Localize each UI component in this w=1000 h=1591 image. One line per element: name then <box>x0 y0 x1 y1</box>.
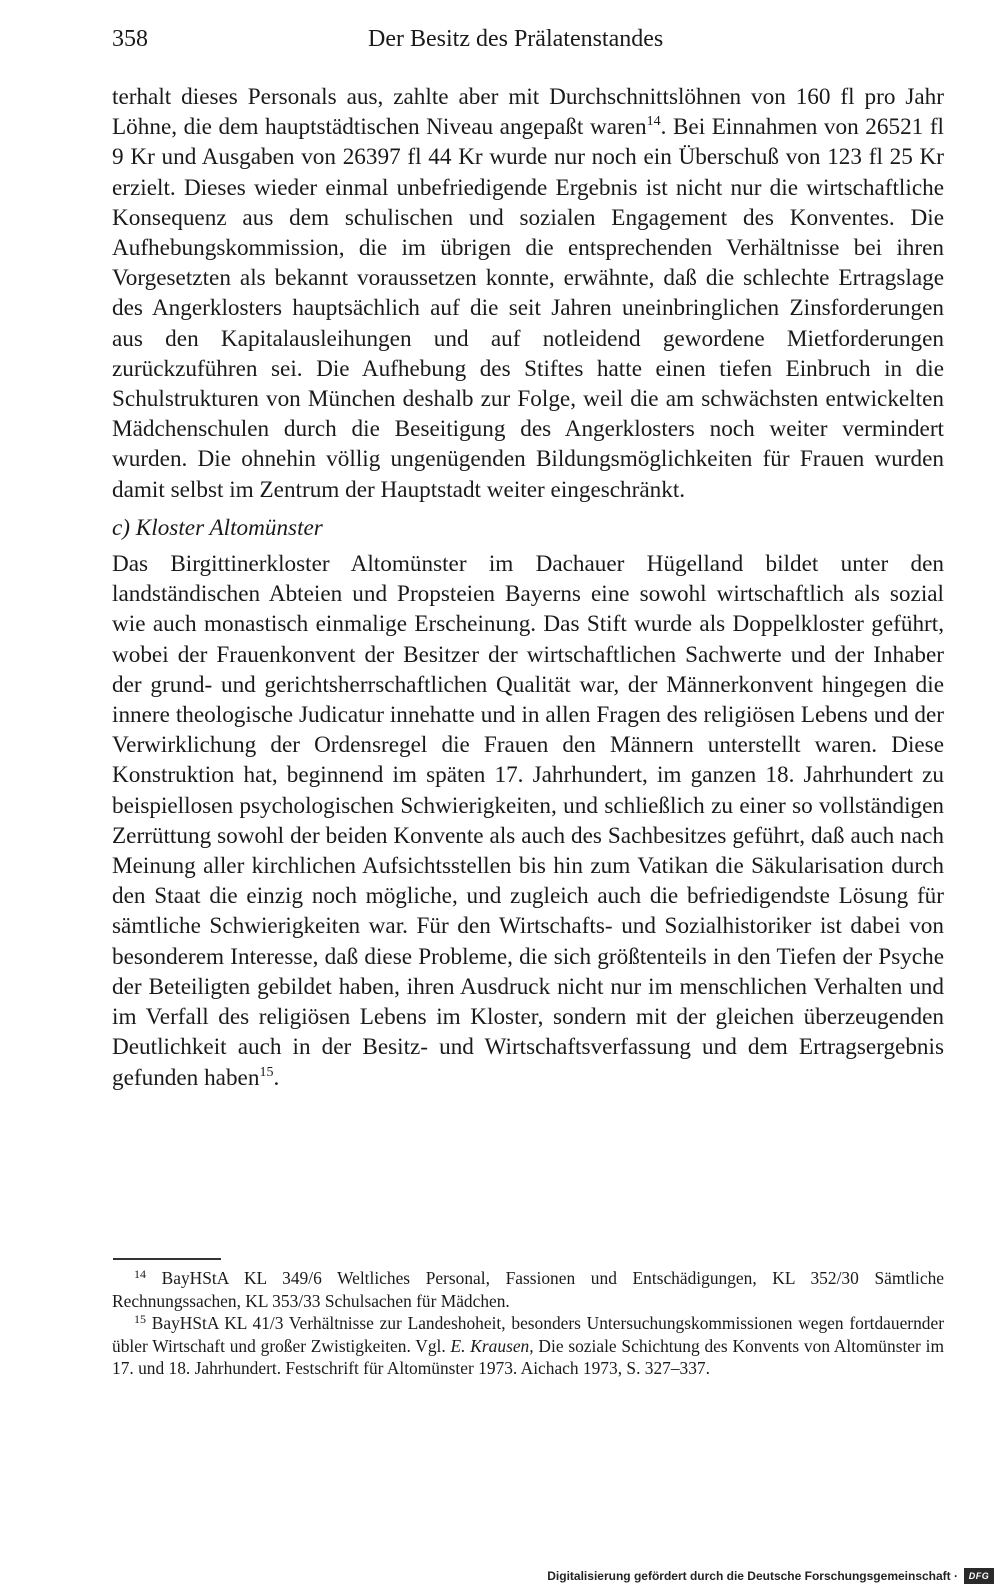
digitization-credit <box>547 1565 994 1587</box>
footnote-text: BayHStA KL 349/6 Weltliches Personal, Fassionen und Entschädigungen, KL 352/30 Sämtliche Rechnungssachen, KL 353/33 Schulsachen für Mädchen. <box>112 1268 944 1311</box>
footnote-14 <box>112 1267 944 1312</box>
footnote-reference[interactable]: 14 <box>646 114 661 130</box>
paragraph-text: . Bei Einnahmen von 26521 fl 9 Kr und Ausgaben von 26397 fl 44 Kr wurde nur noch ein Überschuß von 123 fl 25 Kr erzielt. Dieses wieder einmal unbefriedigende Ergebnis ist nicht nur die wirtschaftliche Konsequenz aus dem schulischen und sozialen Engagement des Konventes. Die Aufhebungskommission, die im übrigen die entsprechenden Verhältnisse bei ihren Vorgesetzten als bekannt voraussetzen konnte, erwähnte, daß die schlechte Ertragslage des Angerklosters hauptsächlich auf die seit Jahren uneinbringlichen Zinsforderungen aus den Kapitalausleihungen und auf notleidend gewordene Mietforderungen zurückzuführen sei. Die Aufhebung des Stiftes hatte einen tiefen Einbruch in die Schulstrukturen von München deshalb zur Folge, weil die am schwächsten entwickelten Mädchenschulen durch die Beseitigung des Angerklosters noch weiter vermindert wurden. Die ohnehin völlig ungenügenden Bildungsmöglichkeiten für Frauen wurden damit selbst im Zentrum der Hauptstadt weiter eingeschränkt. <box>112 114 944 503</box>
main-text <box>112 82 944 1093</box>
page-header <box>112 26 944 60</box>
footnote-reference[interactable]: 15 <box>259 1064 274 1080</box>
paragraph-text: . <box>273 1064 280 1091</box>
footnote-text: Die soziale Schichtung des Konvents von Altomünster im 17. und 18. Jahrhundert. Festschrift für Altomünster 1973. Aichach 1973, S. 327–337. <box>112 1335 944 1379</box>
paragraph <box>112 82 944 505</box>
footnote-divider <box>113 1258 221 1260</box>
credit-text: Digitalisierung gefördert durch die Deutsche Forschungsgemeinschaft · <box>547 1569 958 1583</box>
paragraph <box>112 549 944 1093</box>
footnote-author: E. Krausen, <box>450 1335 534 1356</box>
page-number: 358 <box>112 26 148 52</box>
footnote-text: BayHStA KL 41/3 Verhältnisse zur Landeshoheit, besonders Untersuchungskommissionen wegen fortdauernder übler Wirtschaft und großer Zwistigkeiten. Vgl. <box>112 1313 944 1356</box>
footnote-number: 14 <box>134 1267 146 1281</box>
paragraph-text: terhalt dieses Personals aus, zahlte aber mit Durchschnittslöhnen von 160 fl pro Jahr Löhne, die dem hauptstädtischen Niveau angepaßt waren <box>112 84 944 141</box>
section-heading: c) Kloster Altomünster <box>112 514 323 541</box>
dfg-logo: DFG <box>964 1568 994 1584</box>
paragraph-text: Das Birgittinerkloster Altomünster im Dachauer Hügelland bildet unter den landständischen Abteien und Propsteien Bayerns eine sowohl wirtschaftlich als sozial wie auch monastisch einmalige Erscheinung. Das Stift wurde als Doppelkloster geführt, wobei der Frauenkonvent der Besitzer der wirtschaftlichen Sachwerte und der Inhaber der grund- und gerichtsherrschaftlichen Qualität war, der Männerkonvent hingegen die innere theologische Judicatur innehatte und in allen Fragen des religiösen Lebens und der Verwirklichung der Ordensregel die Frauen den Männern unterstellt waren. Diese Konstruktion hat, beginnend im späten 17. Jahrhundert, im ganzen 18. Jahrhundert zu beispiellosen psychologischen Schwierigkeiten, und schließlich zu einer so vollständigen Zerrüttung sowohl der beiden Konvente als auch des Sachbesitzes geführt, daß auch nach Meinung aller kirchlichen Aufsichtsstellen bis hin zum Vatikan die Säkularisation durch den Staat die einzig noch mögliche, und zugleich auch die befriedigendste Lösung für sämtliche Schwierigkeiten war. Für den Wirtschafts- und Sozialhistoriker ist dabei von besonderem Interesse, daß diese Probleme, die sich größtenteils in den Tiefen der Psyche der Beteiligten gebildet haben, ihren Ausdruck nicht nur im menschlichen Verhalten und im Verfall des religiösen Lebens im Kloster, sondern mit der gleichen überzeugenden Deutlichkeit auch in der Besitz- und Wirtschaftsverfassung und dem Ertragsergebnis gefunden haben <box>112 551 944 1091</box>
footnote-15 <box>112 1312 944 1380</box>
footnotes <box>112 1267 944 1380</box>
running-head: Der Besitz des Prälatenstandes <box>368 26 664 52</box>
footnote-number: 15 <box>134 1312 146 1327</box>
